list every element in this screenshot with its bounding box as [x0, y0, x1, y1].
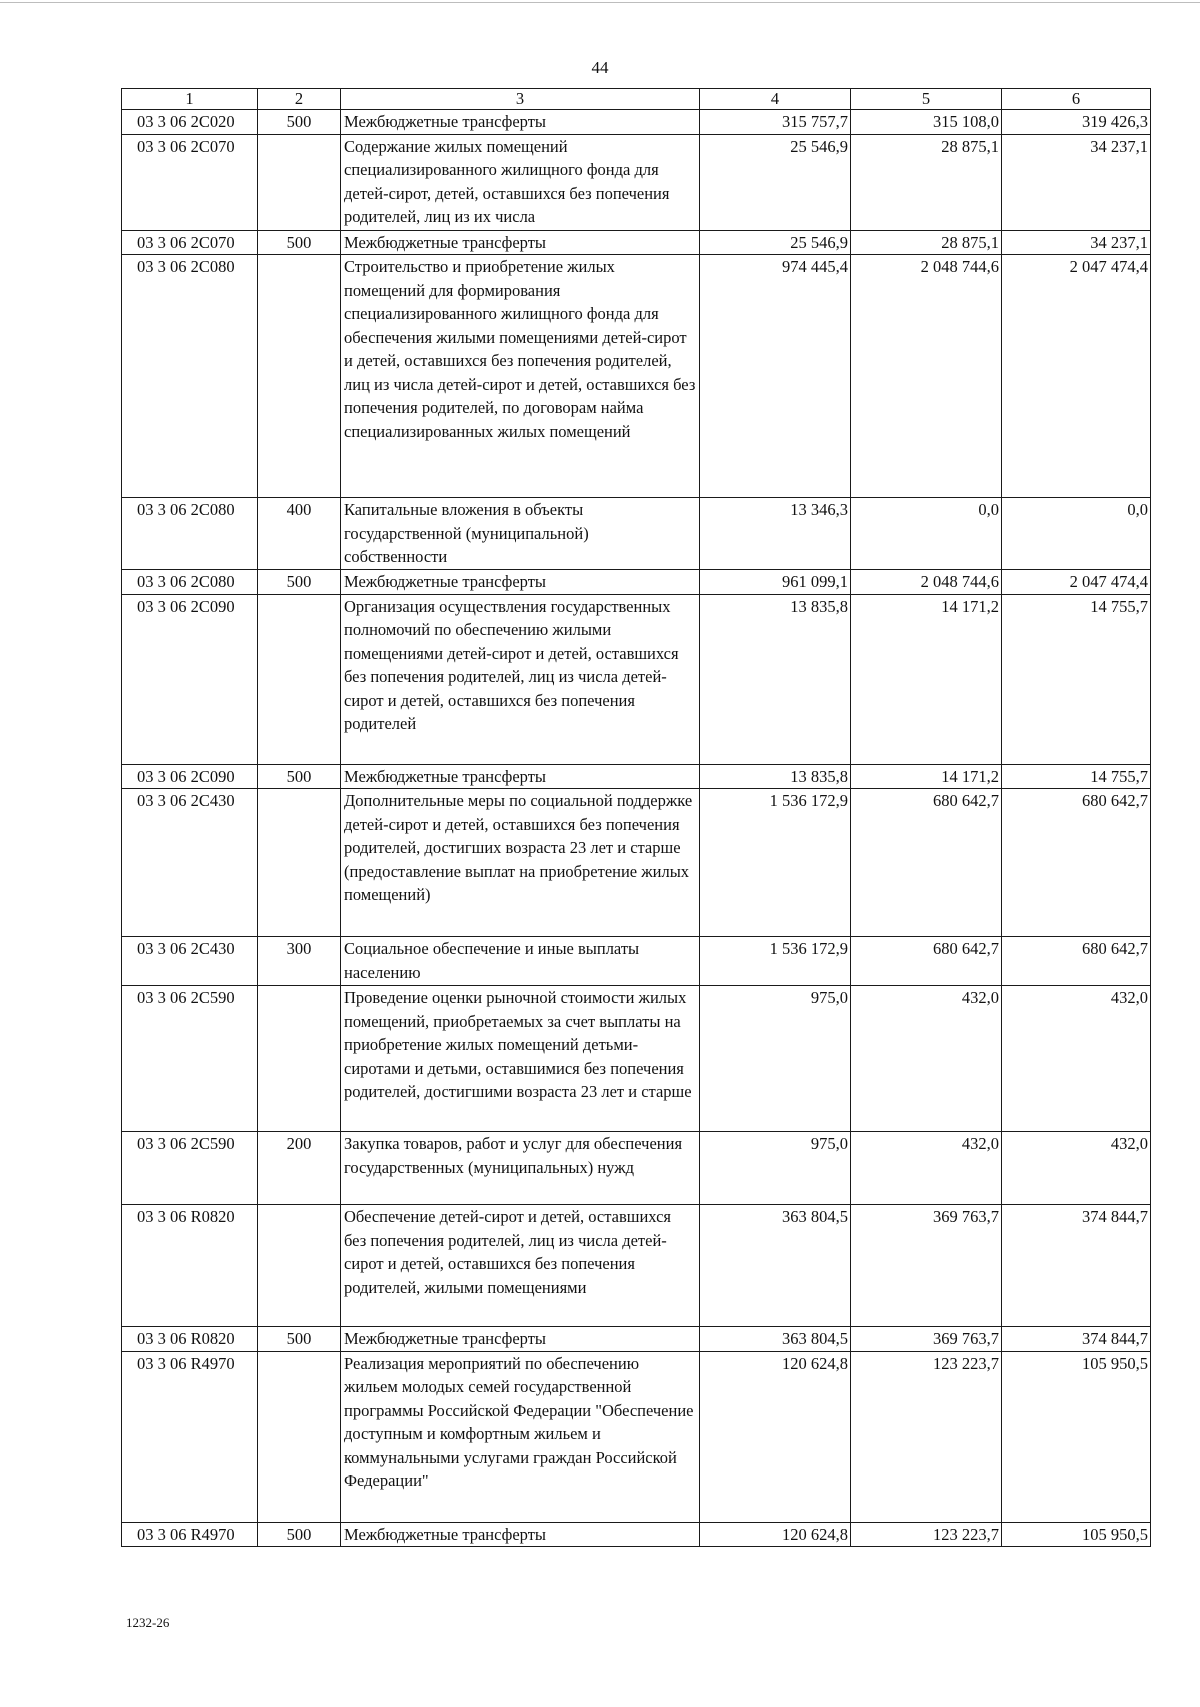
item-name-cell: Дополнительные меры по социальной поддержке детей-сирот и детей, оставшихся без попечения родителей, достигших возраста 23 лет и старше (предоставление выплат на приобретение жилых помещений): [341, 789, 700, 937]
target-code-cell: 03 3 06 2С590: [122, 986, 258, 1132]
amount-col4-cell: 315 757,7: [700, 110, 851, 135]
amount-col4-cell: 25 546,9: [700, 230, 851, 255]
amount-col4-cell: 974 445,4: [700, 255, 851, 498]
expense-type-cell: [258, 1351, 341, 1522]
amount-col5-cell: 432,0: [851, 986, 1002, 1132]
table-row: [122, 134, 1151, 230]
amount-col5-cell: 315 108,0: [851, 110, 1002, 135]
table-row: [122, 230, 1151, 255]
amount-col4-cell: 25 546,9: [700, 134, 851, 230]
amount-col6-cell: 2 047 474,4: [1002, 570, 1151, 595]
amount-col6-cell: 680 642,7: [1002, 937, 1151, 986]
amount-col5-cell: 28 875,1: [851, 230, 1002, 255]
amount-col6-cell: 319 426,3: [1002, 110, 1151, 135]
table-header-row: [122, 89, 1151, 110]
amount-col6-cell: 2 047 474,4: [1002, 255, 1151, 498]
amount-col6-cell: 14 755,7: [1002, 764, 1151, 789]
target-code-cell: 03 3 06 2С590: [122, 1132, 258, 1205]
amount-col4-cell: 120 624,8: [700, 1351, 851, 1522]
amount-col4-cell: 975,0: [700, 1132, 851, 1205]
amount-col4-cell: 1 536 172,9: [700, 937, 851, 986]
amount-col5-cell: 680 642,7: [851, 937, 1002, 986]
item-name-cell: Межбюджетные трансферты: [341, 230, 700, 255]
expense-type-cell: [258, 594, 341, 764]
amount-col5-cell: 432,0: [851, 1132, 1002, 1205]
table-row: [122, 1522, 1151, 1547]
target-code-cell: 03 3 06 2С090: [122, 764, 258, 789]
expense-type-cell: 500: [258, 1522, 341, 1547]
target-code-cell: 03 3 06 2С090: [122, 594, 258, 764]
table-row: [122, 255, 1151, 498]
item-name-cell: Межбюджетные трансферты: [341, 110, 700, 135]
amount-col5-cell: 123 223,7: [851, 1351, 1002, 1522]
table-row: [122, 764, 1151, 789]
amount-col6-cell: 105 950,5: [1002, 1351, 1151, 1522]
item-name-cell: Межбюджетные трансферты: [341, 1522, 700, 1547]
expense-type-cell: [258, 789, 341, 937]
item-name-cell: Закупка товаров, работ и услуг для обеспечения государственных (муниципальных) нужд: [341, 1132, 700, 1205]
item-name-cell: Межбюджетные трансферты: [341, 1327, 700, 1352]
budget-table: [121, 88, 1151, 1547]
expense-type-cell: 500: [258, 1327, 341, 1352]
amount-col5-cell: 369 763,7: [851, 1327, 1002, 1352]
amount-col6-cell: 34 237,1: [1002, 134, 1151, 230]
amount-col5-cell: 14 171,2: [851, 594, 1002, 764]
header-cell: 4: [700, 89, 851, 110]
expense-type-cell: [258, 1205, 341, 1327]
header-cell: 1: [122, 89, 258, 110]
amount-col6-cell: 432,0: [1002, 986, 1151, 1132]
amount-col4-cell: 120 624,8: [700, 1522, 851, 1547]
header-cell: 3: [341, 89, 700, 110]
expense-type-cell: 500: [258, 110, 341, 135]
top-edge-rule: [0, 2, 1200, 3]
amount-col4-cell: 13 346,3: [700, 498, 851, 570]
table-row: [122, 1351, 1151, 1522]
amount-col6-cell: 432,0: [1002, 1132, 1151, 1205]
header-cell: 6: [1002, 89, 1151, 110]
expense-type-cell: 500: [258, 764, 341, 789]
amount-col6-cell: 0,0: [1002, 498, 1151, 570]
table-row: [122, 1132, 1151, 1205]
header-cell: 2: [258, 89, 341, 110]
target-code-cell: 03 3 06 2С430: [122, 789, 258, 937]
table-row: [122, 1327, 1151, 1352]
target-code-cell: 03 3 06 R4970: [122, 1522, 258, 1547]
amount-col4-cell: 13 835,8: [700, 594, 851, 764]
expense-type-cell: [258, 986, 341, 1132]
table-row: [122, 789, 1151, 937]
amount-col5-cell: 0,0: [851, 498, 1002, 570]
amount-col5-cell: 2 048 744,6: [851, 570, 1002, 595]
expense-type-cell: 500: [258, 230, 341, 255]
amount-col6-cell: 14 755,7: [1002, 594, 1151, 764]
item-name-cell: Реализация мероприятий по обеспечению жильем молодых семей государственной программы Российской Федерации "Обеспечение доступным и комфортным жильем и коммунальными услугами граждан Российской Федерации": [341, 1351, 700, 1522]
amount-col4-cell: 1 536 172,9: [700, 789, 851, 937]
item-name-cell: Социальное обеспечение и иные выплаты населению: [341, 937, 700, 986]
table-row: [122, 498, 1151, 570]
amount-col4-cell: 975,0: [700, 986, 851, 1132]
amount-col5-cell: 14 171,2: [851, 764, 1002, 789]
expense-type-cell: 300: [258, 937, 341, 986]
page-number: 44: [591, 58, 609, 77]
target-code-cell: 03 3 06 R0820: [122, 1205, 258, 1327]
amount-col5-cell: 2 048 744,6: [851, 255, 1002, 498]
table-row: [122, 937, 1151, 986]
amount-col6-cell: 374 844,7: [1002, 1205, 1151, 1327]
expense-type-cell: 500: [258, 570, 341, 595]
document-footer-code: 1232-26: [126, 1615, 170, 1630]
target-code-cell: 03 3 06 2С080: [122, 255, 258, 498]
item-name-cell: Проведение оценки рыночной стоимости жилых помещений, приобретаемых за счет выплаты на приобретение жилых помещений детьми-сиротами и детьми, оставшимися без попечения родителей, достигшими возраста 23 лет и старше: [341, 986, 700, 1132]
item-name-cell: Организация осуществления государственных полномочий по обеспечению жилыми помещениями детей-сирот и детей, оставшихся без попечения родителей, лиц из числа детей-сирот и детей, оставшихся без попечения родителей: [341, 594, 700, 764]
amount-col6-cell: 680 642,7: [1002, 789, 1151, 937]
amount-col4-cell: 363 804,5: [700, 1327, 851, 1352]
target-code-cell: 03 3 06 R0820: [122, 1327, 258, 1352]
target-code-cell: 03 3 06 2С080: [122, 570, 258, 595]
amount-col5-cell: 369 763,7: [851, 1205, 1002, 1327]
target-code-cell: 03 3 06 2С070: [122, 230, 258, 255]
target-code-cell: 03 3 06 R4970: [122, 1351, 258, 1522]
amount-col4-cell: 961 099,1: [700, 570, 851, 595]
amount-col6-cell: 34 237,1: [1002, 230, 1151, 255]
item-name-cell: Межбюджетные трансферты: [341, 570, 700, 595]
expense-type-cell: [258, 255, 341, 498]
amount-col5-cell: 123 223,7: [851, 1522, 1002, 1547]
item-name-cell: Обеспечение детей-сирот и детей, оставшихся без попечения родителей, лиц из числа детей-сирот и детей, оставшихся без попечения родителей, жилыми помещениями: [341, 1205, 700, 1327]
item-name-cell: Капитальные вложения в объекты государственной (муниципальной) собственности: [341, 498, 700, 570]
target-code-cell: 03 3 06 2С430: [122, 937, 258, 986]
amount-col5-cell: 28 875,1: [851, 134, 1002, 230]
item-name-cell: Содержание жилых помещений специализированного жилищного фонда для детей-сирот, детей, оставшихся без попечения родителей, лиц из их числа: [341, 134, 700, 230]
target-code-cell: 03 3 06 2С020: [122, 110, 258, 135]
target-code-cell: 03 3 06 2С070: [122, 134, 258, 230]
table-row: [122, 1205, 1151, 1327]
expense-type-cell: 200: [258, 1132, 341, 1205]
amount-col6-cell: 374 844,7: [1002, 1327, 1151, 1352]
table-row: [122, 594, 1151, 764]
amount-col4-cell: 13 835,8: [700, 764, 851, 789]
amount-col5-cell: 680 642,7: [851, 789, 1002, 937]
item-name-cell: Межбюджетные трансферты: [341, 764, 700, 789]
amount-col4-cell: 363 804,5: [700, 1205, 851, 1327]
table-row: [122, 110, 1151, 135]
target-code-cell: 03 3 06 2С080: [122, 498, 258, 570]
amount-col6-cell: 105 950,5: [1002, 1522, 1151, 1547]
table-row: [122, 986, 1151, 1132]
table-row: [122, 570, 1151, 595]
expense-type-cell: [258, 134, 341, 230]
item-name-cell: Строительство и приобретение жилых помещений для формирования специализированного жилищного фонда для обеспечения жилыми помещениями детей-сирот и детей, оставшихся без попечения родителей, лиц из числа детей-сирот и детей, оставшихся без попечения родителей, по договорам найма специализированных жилых помещений: [341, 255, 700, 498]
header-cell: 5: [851, 89, 1002, 110]
expense-type-cell: 400: [258, 498, 341, 570]
